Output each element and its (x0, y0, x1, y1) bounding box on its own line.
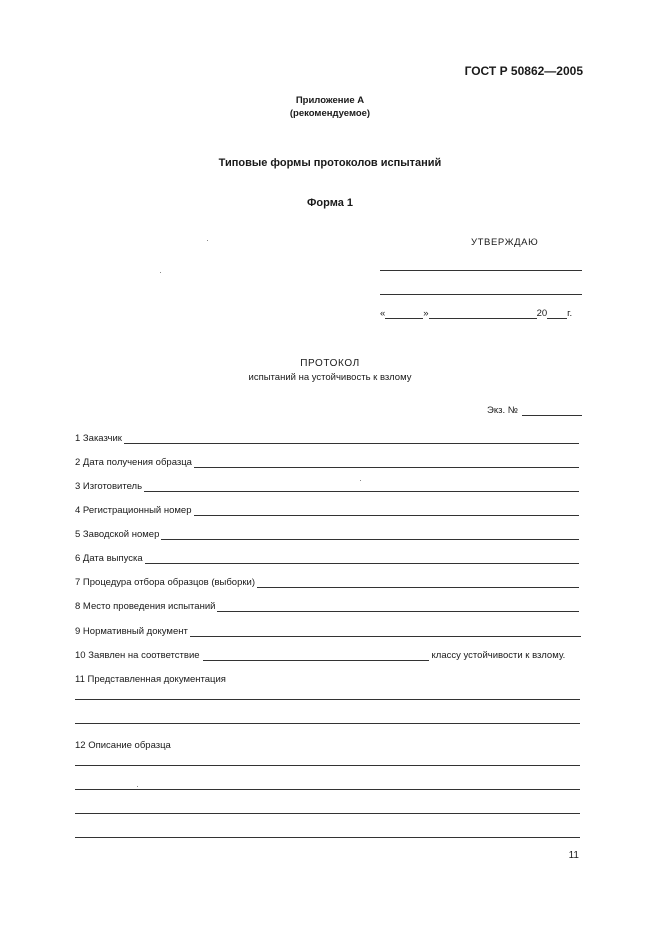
field-customer (75, 433, 579, 444)
date-year-blank (547, 308, 567, 319)
field-label: 1 Заказчик (75, 433, 122, 444)
approval-signature-line (380, 270, 582, 271)
date-open-quote: « (380, 308, 386, 319)
standard-number: ГОСТ Р 50862—2005 (464, 64, 583, 78)
appendix-title: Приложение А (295, 95, 365, 106)
field-test-location (75, 601, 579, 612)
field-blank (124, 433, 579, 444)
scan-speck (137, 786, 138, 787)
field-blank (194, 505, 580, 516)
description-line (75, 789, 580, 790)
field-blank (257, 577, 579, 588)
date-day-blank (385, 308, 423, 319)
field-label: 6 Дата выпуска (75, 553, 143, 564)
field-blank (194, 457, 579, 468)
forms-title: Типовые формы протоколов испытаний (218, 157, 442, 169)
date-month-blank (429, 308, 537, 319)
scan-speck (160, 272, 161, 273)
field-release-date (75, 553, 579, 564)
field-registration-number (75, 505, 579, 516)
protocol-subtitle: испытаний на устойчивость к взлому (248, 372, 412, 383)
field-label: 3 Изготовитель (75, 481, 143, 492)
date-year-suffix: г. (567, 308, 573, 319)
approval-date-row (380, 308, 582, 319)
field-serial-number (75, 529, 579, 540)
field-blank (217, 601, 579, 612)
protocol-title: ПРОТОКОЛ (300, 358, 360, 369)
form-number: Форма 1 (307, 197, 353, 209)
field-label: 2 Дата получения образца (75, 457, 192, 468)
field-label: 7 Процедура отбора образцов (выборки) (75, 577, 255, 588)
date-close-quote: » (423, 308, 429, 319)
field-declared-class (75, 650, 581, 661)
copy-number-blank (522, 405, 582, 416)
field-declared-prefix: 10 Заявлен на соответствие (75, 650, 200, 661)
field-label: 8 Место проведения испытаний (75, 601, 216, 612)
appendix-heading (180, 94, 480, 120)
approval-name-line (380, 294, 582, 295)
copy-number-row (487, 405, 582, 416)
field-label: 4 Регистрационный номер (75, 505, 192, 516)
description-line (75, 765, 580, 766)
field-declared-blank (203, 650, 429, 661)
section-sample-description-heading: 12 Описание образца (75, 740, 171, 751)
field-blank (190, 626, 581, 637)
field-manufacturer (75, 481, 579, 492)
description-line (75, 813, 580, 814)
date-year-prefix: 20 (536, 308, 548, 319)
field-normative-document (75, 626, 581, 637)
approval-label: УТВЕРЖДАЮ (471, 237, 539, 248)
field-sample-receipt-date (75, 457, 579, 468)
scan-speck (207, 240, 208, 241)
documentation-line (75, 723, 580, 724)
page-number: 11 (568, 850, 579, 861)
field-declared-suffix: классу устойчивости к взлому. (431, 650, 566, 661)
section-documentation-heading: 11 Представленная документация (75, 674, 226, 685)
description-line (75, 837, 580, 838)
field-label: 5 Заводской номер (75, 529, 160, 540)
copy-label: Экз. № (487, 405, 518, 416)
field-blank (145, 553, 579, 564)
documentation-line (75, 699, 580, 700)
field-label: 9 Нормативный документ (75, 626, 188, 637)
field-blank (144, 481, 579, 492)
appendix-status: (рекомендуемое) (289, 108, 371, 119)
field-sampling-procedure (75, 577, 579, 588)
scan-speck (360, 480, 361, 481)
field-blank (161, 529, 579, 540)
